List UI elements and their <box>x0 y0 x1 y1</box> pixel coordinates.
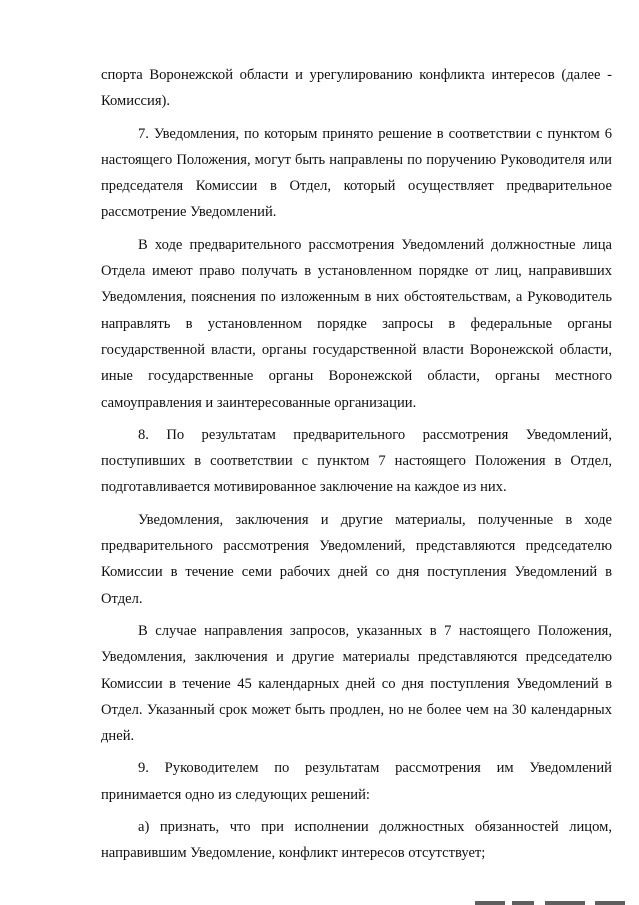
paragraph-item-8: 8. По результатам предварительного рассмотрения Уведомлений, поступивших в соответствии с пунктом 7 настоящего Положения в Отдел, подготавливается мотивированное заключение на каждое из них. <box>101 426 612 496</box>
scan-artifact <box>512 901 534 905</box>
paragraph-item-7: 7. Уведомления, по которым принято решение в соответствии с пунктом 6 настоящего Положения, могут быть направлены по поручению Руководителя или председателя Комиссии в Отдел, который осуществляет предварительное рассмотрение Уведомлений. <box>101 125 612 221</box>
paragraph-decision-a: а) признать, что при исполнении должностных обязанностей лицом, направившим Уведомление, конфликт интересов отсутствует; <box>101 819 612 862</box>
scan-artifact <box>595 901 625 905</box>
scan-artifact <box>545 901 585 905</box>
paragraph-materials: Уведомления, заключения и другие материалы, полученные в ходе предварительного рассмотрения Уведомлений, представляются председателю Комиссии в течение семи рабочих дней со дня поступления Уведомлений в Отдел. <box>101 511 612 607</box>
scan-artifact <box>475 901 505 905</box>
document-text <box>101 62 612 873</box>
paragraph-preliminary-review: В ходе предварительного рассмотрения Уведомлений должностные лица Отдела имеют право получать в установленном порядке от лиц, направивших Уведомления, пояснения по изложенным в них обстоятельствам, а Руководитель направлять в установленном порядке запросы в федеральные органы государственной власти, органы государственной власти Воронежской области, иные государственные органы Воронежской области, органы местного самоуправления и заинтересованные организации. <box>101 236 612 411</box>
paragraph-continuation: спорта Воронежской области и урегулированию конфликта интересов (далее - Комиссия). <box>101 67 612 110</box>
paragraph-item-9: 9. Руководителем по результатам рассмотрения им Уведомлений принимается одно из следующих решений: <box>101 760 612 803</box>
paragraph-requests: В случае направления запросов, указанных в 7 настоящего Положения, Уведомления, заключения и другие материалы представляются председателю Комиссии в течение 45 календарных дней со дня поступления Уведомлений в Отдел. Указанный срок может быть продлен, но не более чем на 30 календарных дней. <box>101 622 612 745</box>
